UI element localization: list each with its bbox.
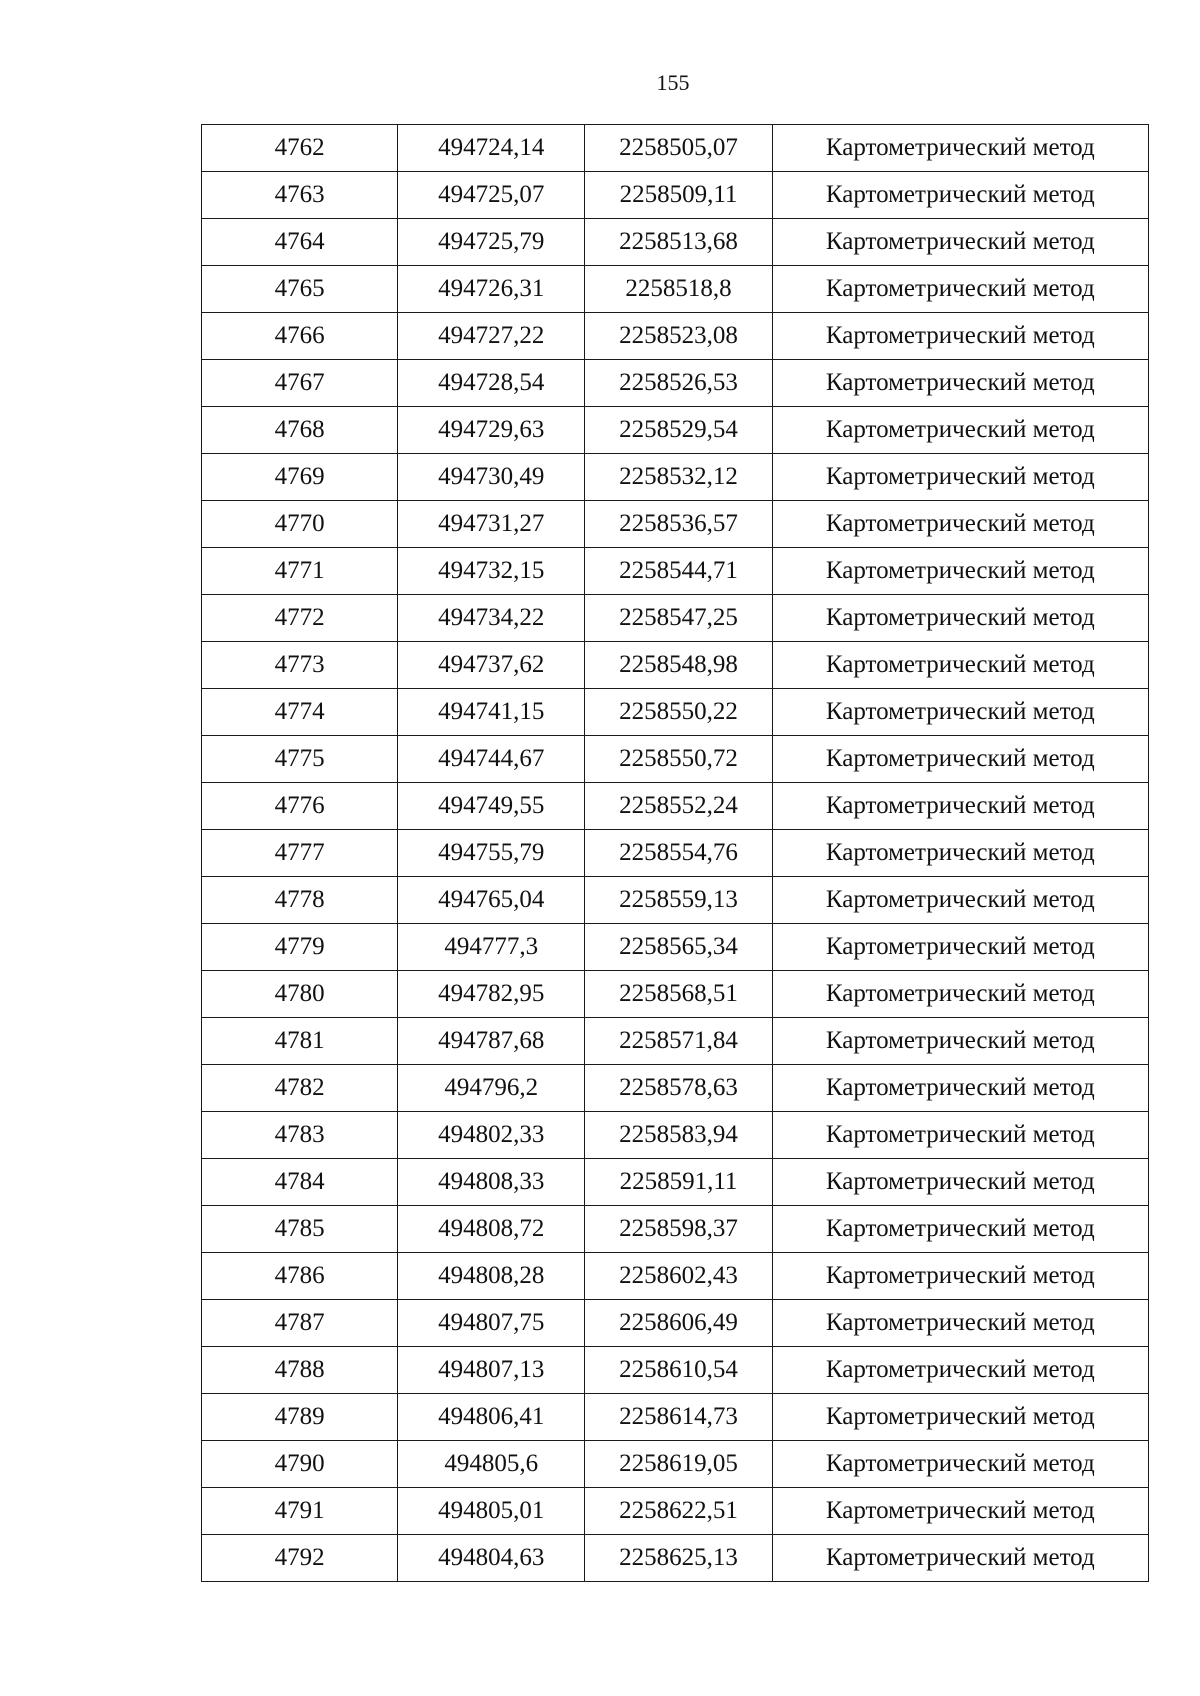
- method-cell: Картометрический метод: [772, 1300, 1148, 1347]
- y-coordinate-cell: 2258532,12: [585, 454, 772, 501]
- x-coordinate-cell: 494782,95: [398, 971, 585, 1018]
- point-number-cell: 4770: [202, 501, 398, 548]
- table-row: [202, 1488, 1149, 1535]
- x-coordinate-cell: 494802,33: [398, 1112, 585, 1159]
- point-number-cell: 4777: [202, 830, 398, 877]
- table-row: [202, 548, 1149, 595]
- method-cell: Картометрический метод: [772, 172, 1148, 219]
- x-coordinate-cell: 494732,15: [398, 548, 585, 595]
- point-number-cell: 4767: [202, 360, 398, 407]
- y-coordinate-cell: 2258518,8: [585, 266, 772, 313]
- method-cell: Картометрический метод: [772, 642, 1148, 689]
- method-cell: Картометрический метод: [772, 360, 1148, 407]
- method-cell: Картометрический метод: [772, 689, 1148, 736]
- x-coordinate-cell: 494730,49: [398, 454, 585, 501]
- point-number-cell: 4766: [202, 313, 398, 360]
- method-cell: Картометрический метод: [772, 407, 1148, 454]
- table-row: [202, 1394, 1149, 1441]
- table-row: [202, 219, 1149, 266]
- method-cell: Картометрический метод: [772, 1112, 1148, 1159]
- y-coordinate-cell: 2258548,98: [585, 642, 772, 689]
- y-coordinate-cell: 2258578,63: [585, 1065, 772, 1112]
- y-coordinate-cell: 2258606,49: [585, 1300, 772, 1347]
- method-cell: Картометрический метод: [772, 1394, 1148, 1441]
- x-coordinate-cell: 494808,33: [398, 1159, 585, 1206]
- x-coordinate-cell: 494806,41: [398, 1394, 585, 1441]
- table-row: [202, 642, 1149, 689]
- method-cell: Картометрический метод: [772, 971, 1148, 1018]
- method-cell: Картометрический метод: [772, 1488, 1148, 1535]
- x-coordinate-cell: 494731,27: [398, 501, 585, 548]
- x-coordinate-cell: 494737,62: [398, 642, 585, 689]
- point-number-cell: 4772: [202, 595, 398, 642]
- table-row: [202, 1159, 1149, 1206]
- table-row: [202, 1535, 1149, 1582]
- point-number-cell: 4781: [202, 1018, 398, 1065]
- y-coordinate-cell: 2258614,73: [585, 1394, 772, 1441]
- table-row: [202, 172, 1149, 219]
- x-coordinate-cell: 494734,22: [398, 595, 585, 642]
- point-number-cell: 4783: [202, 1112, 398, 1159]
- method-cell: Картометрический метод: [772, 1206, 1148, 1253]
- y-coordinate-cell: 2258571,84: [585, 1018, 772, 1065]
- y-coordinate-cell: 2258547,25: [585, 595, 772, 642]
- point-number-cell: 4784: [202, 1159, 398, 1206]
- y-coordinate-cell: 2258559,13: [585, 877, 772, 924]
- table-row: [202, 736, 1149, 783]
- point-number-cell: 4789: [202, 1394, 398, 1441]
- point-number-cell: 4788: [202, 1347, 398, 1394]
- table-row: [202, 313, 1149, 360]
- y-coordinate-cell: 2258565,34: [585, 924, 772, 971]
- y-coordinate-cell: 2258610,54: [585, 1347, 772, 1394]
- point-number-cell: 4764: [202, 219, 398, 266]
- y-coordinate-cell: 2258550,72: [585, 736, 772, 783]
- x-coordinate-cell: 494729,63: [398, 407, 585, 454]
- y-coordinate-cell: 2258591,11: [585, 1159, 772, 1206]
- y-coordinate-cell: 2258598,37: [585, 1206, 772, 1253]
- table-row: [202, 1300, 1149, 1347]
- x-coordinate-cell: 494777,3: [398, 924, 585, 971]
- point-number-cell: 4762: [202, 125, 398, 172]
- y-coordinate-cell: 2258529,54: [585, 407, 772, 454]
- x-coordinate-cell: 494807,13: [398, 1347, 585, 1394]
- point-number-cell: 4779: [202, 924, 398, 971]
- table-row: [202, 1253, 1149, 1300]
- point-number-cell: 4763: [202, 172, 398, 219]
- table-row: [202, 971, 1149, 1018]
- y-coordinate-cell: 2258523,08: [585, 313, 772, 360]
- table-row: [202, 1112, 1149, 1159]
- x-coordinate-cell: 494808,28: [398, 1253, 585, 1300]
- y-coordinate-cell: 2258625,13: [585, 1535, 772, 1582]
- y-coordinate-cell: 2258552,24: [585, 783, 772, 830]
- method-cell: Картометрический метод: [772, 1065, 1148, 1112]
- table-row: [202, 689, 1149, 736]
- point-number-cell: 4792: [202, 1535, 398, 1582]
- method-cell: Картометрический метод: [772, 548, 1148, 595]
- y-coordinate-cell: 2258583,94: [585, 1112, 772, 1159]
- table-row: [202, 1065, 1149, 1112]
- x-coordinate-cell: 494805,01: [398, 1488, 585, 1535]
- x-coordinate-cell: 494749,55: [398, 783, 585, 830]
- y-coordinate-cell: 2258554,76: [585, 830, 772, 877]
- x-coordinate-cell: 494808,72: [398, 1206, 585, 1253]
- x-coordinate-cell: 494726,31: [398, 266, 585, 313]
- point-number-cell: 4780: [202, 971, 398, 1018]
- coordinates-table-body: [202, 125, 1149, 1582]
- x-coordinate-cell: 494807,75: [398, 1300, 585, 1347]
- point-number-cell: 4774: [202, 689, 398, 736]
- method-cell: Картометрический метод: [772, 1347, 1148, 1394]
- table-row: [202, 924, 1149, 971]
- method-cell: Картометрический метод: [772, 924, 1148, 971]
- method-cell: Картометрический метод: [772, 1253, 1148, 1300]
- method-cell: Картометрический метод: [772, 454, 1148, 501]
- point-number-cell: 4791: [202, 1488, 398, 1535]
- x-coordinate-cell: 494728,54: [398, 360, 585, 407]
- point-number-cell: 4786: [202, 1253, 398, 1300]
- y-coordinate-cell: 2258509,11: [585, 172, 772, 219]
- table-row: [202, 783, 1149, 830]
- table-row: [202, 454, 1149, 501]
- y-coordinate-cell: 2258526,53: [585, 360, 772, 407]
- x-coordinate-cell: 494805,6: [398, 1441, 585, 1488]
- method-cell: Картометрический метод: [772, 595, 1148, 642]
- x-coordinate-cell: 494796,2: [398, 1065, 585, 1112]
- method-cell: Картометрический метод: [772, 266, 1148, 313]
- x-coordinate-cell: 494787,68: [398, 1018, 585, 1065]
- method-cell: Картометрический метод: [772, 219, 1148, 266]
- table-row: [202, 1347, 1149, 1394]
- point-number-cell: 4778: [202, 877, 398, 924]
- method-cell: Картометрический метод: [772, 877, 1148, 924]
- method-cell: Картометрический метод: [772, 783, 1148, 830]
- point-number-cell: 4768: [202, 407, 398, 454]
- y-coordinate-cell: 2258622,51: [585, 1488, 772, 1535]
- method-cell: Картометрический метод: [772, 313, 1148, 360]
- x-coordinate-cell: 494804,63: [398, 1535, 585, 1582]
- table-row: [202, 877, 1149, 924]
- method-cell: Картометрический метод: [772, 501, 1148, 548]
- page-number: 155: [656, 70, 690, 95]
- coordinates-table: [201, 124, 1149, 1582]
- x-coordinate-cell: 494727,22: [398, 313, 585, 360]
- table-row: [202, 125, 1149, 172]
- point-number-cell: 4773: [202, 642, 398, 689]
- x-coordinate-cell: 494725,07: [398, 172, 585, 219]
- table-row: [202, 595, 1149, 642]
- method-cell: Картометрический метод: [772, 1441, 1148, 1488]
- table-row: [202, 501, 1149, 548]
- method-cell: Картометрический метод: [772, 830, 1148, 877]
- method-cell: Картометрический метод: [772, 1018, 1148, 1065]
- y-coordinate-cell: 2258505,07: [585, 125, 772, 172]
- table-row: [202, 1206, 1149, 1253]
- y-coordinate-cell: 2258536,57: [585, 501, 772, 548]
- point-number-cell: 4790: [202, 1441, 398, 1488]
- table-row: [202, 1441, 1149, 1488]
- x-coordinate-cell: 494744,67: [398, 736, 585, 783]
- x-coordinate-cell: 494724,14: [398, 125, 585, 172]
- x-coordinate-cell: 494755,79: [398, 830, 585, 877]
- y-coordinate-cell: 2258619,05: [585, 1441, 772, 1488]
- x-coordinate-cell: 494725,79: [398, 219, 585, 266]
- y-coordinate-cell: 2258602,43: [585, 1253, 772, 1300]
- point-number-cell: 4765: [202, 266, 398, 313]
- table-row: [202, 266, 1149, 313]
- method-cell: Картометрический метод: [772, 125, 1148, 172]
- y-coordinate-cell: 2258568,51: [585, 971, 772, 1018]
- point-number-cell: 4771: [202, 548, 398, 595]
- table-row: [202, 830, 1149, 877]
- method-cell: Картометрический метод: [772, 1535, 1148, 1582]
- y-coordinate-cell: 2258550,22: [585, 689, 772, 736]
- table-row: [202, 407, 1149, 454]
- point-number-cell: 4776: [202, 783, 398, 830]
- y-coordinate-cell: 2258513,68: [585, 219, 772, 266]
- y-coordinate-cell: 2258544,71: [585, 548, 772, 595]
- method-cell: Картометрический метод: [772, 736, 1148, 783]
- x-coordinate-cell: 494765,04: [398, 877, 585, 924]
- point-number-cell: 4769: [202, 454, 398, 501]
- point-number-cell: 4775: [202, 736, 398, 783]
- table-row: [202, 1018, 1149, 1065]
- point-number-cell: 4787: [202, 1300, 398, 1347]
- x-coordinate-cell: 494741,15: [398, 689, 585, 736]
- method-cell: Картометрический метод: [772, 1159, 1148, 1206]
- point-number-cell: 4785: [202, 1206, 398, 1253]
- point-number-cell: 4782: [202, 1065, 398, 1112]
- table-row: [202, 360, 1149, 407]
